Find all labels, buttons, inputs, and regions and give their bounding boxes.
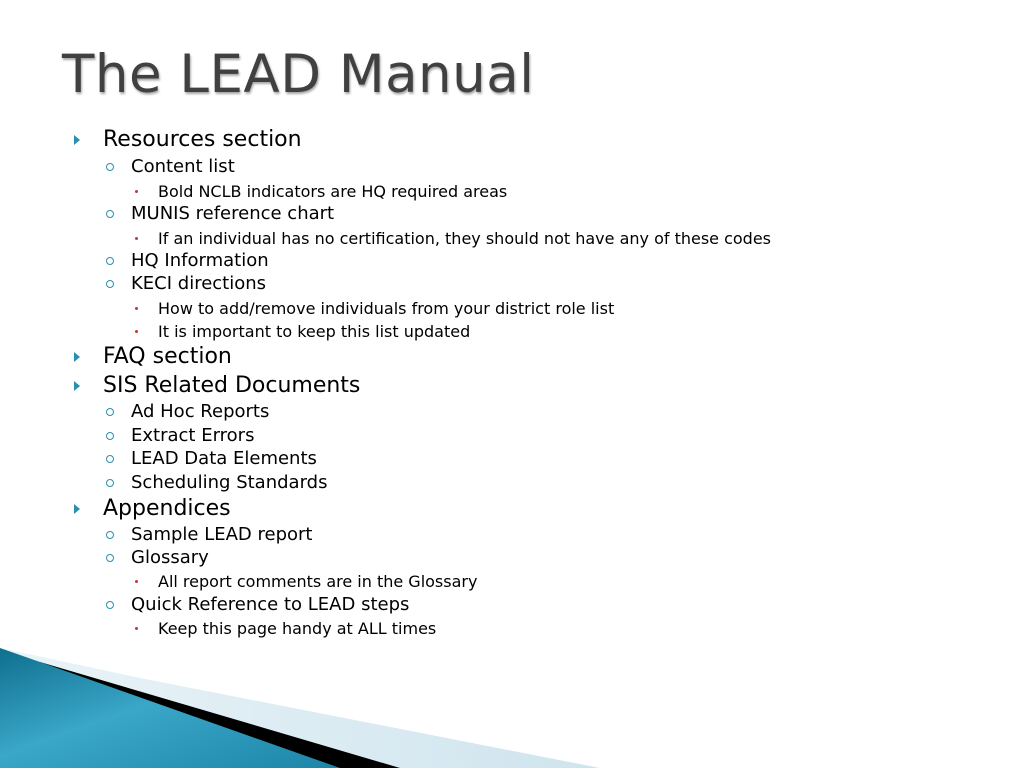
bullet-item: Quick Reference to LEAD steps xyxy=(131,594,409,616)
bullet-item: Bold NCLB indicators are HQ required areas xyxy=(158,182,507,202)
bullet-item: Ad Hoc Reports xyxy=(131,401,269,423)
dot-bullet-icon xyxy=(135,190,138,193)
dot-bullet-icon xyxy=(135,580,138,583)
circle-bullet-icon xyxy=(106,432,114,440)
circle-bullet-icon xyxy=(106,455,114,463)
circle-bullet-icon xyxy=(106,280,114,288)
bullet-item: How to add/remove individuals from your district role list xyxy=(158,299,614,319)
circle-bullet-icon xyxy=(106,531,114,539)
bullet-item: LEAD Data Elements xyxy=(131,448,317,470)
triangle-bullet-icon xyxy=(74,504,80,514)
bullet-item: Scheduling Standards xyxy=(131,472,327,494)
circle-bullet-icon xyxy=(106,408,114,416)
triangle-bullet-icon xyxy=(74,352,80,362)
bullet-item: KECI directions xyxy=(131,273,266,295)
triangle-bullet-icon xyxy=(74,135,80,145)
triangle-bullet-icon xyxy=(74,381,80,391)
bullet-item: Keep this page handy at ALL times xyxy=(158,619,436,639)
corner-decoration xyxy=(0,600,1024,768)
bullet-item: SIS Related Documents xyxy=(103,373,360,399)
dot-bullet-icon xyxy=(135,307,138,310)
bullet-item: Glossary xyxy=(131,547,209,569)
dot-bullet-icon xyxy=(135,237,138,240)
bullet-item: All report comments are in the Glossary xyxy=(158,572,477,592)
bullet-item: FAQ section xyxy=(103,344,232,370)
circle-bullet-icon xyxy=(106,554,114,562)
bullet-item: Appendices xyxy=(103,496,231,522)
circle-bullet-icon xyxy=(106,163,114,171)
bullet-item: Resources section xyxy=(103,127,302,153)
circle-bullet-icon xyxy=(106,210,114,218)
bullet-item: MUNIS reference chart xyxy=(131,203,334,225)
bullet-item: If an individual has no certification, they should not have any of these codes xyxy=(158,229,771,249)
circle-bullet-icon xyxy=(106,257,114,265)
bullet-item: Extract Errors xyxy=(131,425,254,447)
dot-bullet-icon xyxy=(135,330,138,333)
bullet-item: Content list xyxy=(131,156,235,178)
circle-bullet-icon xyxy=(106,479,114,487)
bullet-item: HQ Information xyxy=(131,250,269,272)
slide-title: The LEAD Manual xyxy=(62,44,535,105)
bullet-item: Sample LEAD report xyxy=(131,524,313,546)
bullet-item: It is important to keep this list updated xyxy=(158,322,470,342)
